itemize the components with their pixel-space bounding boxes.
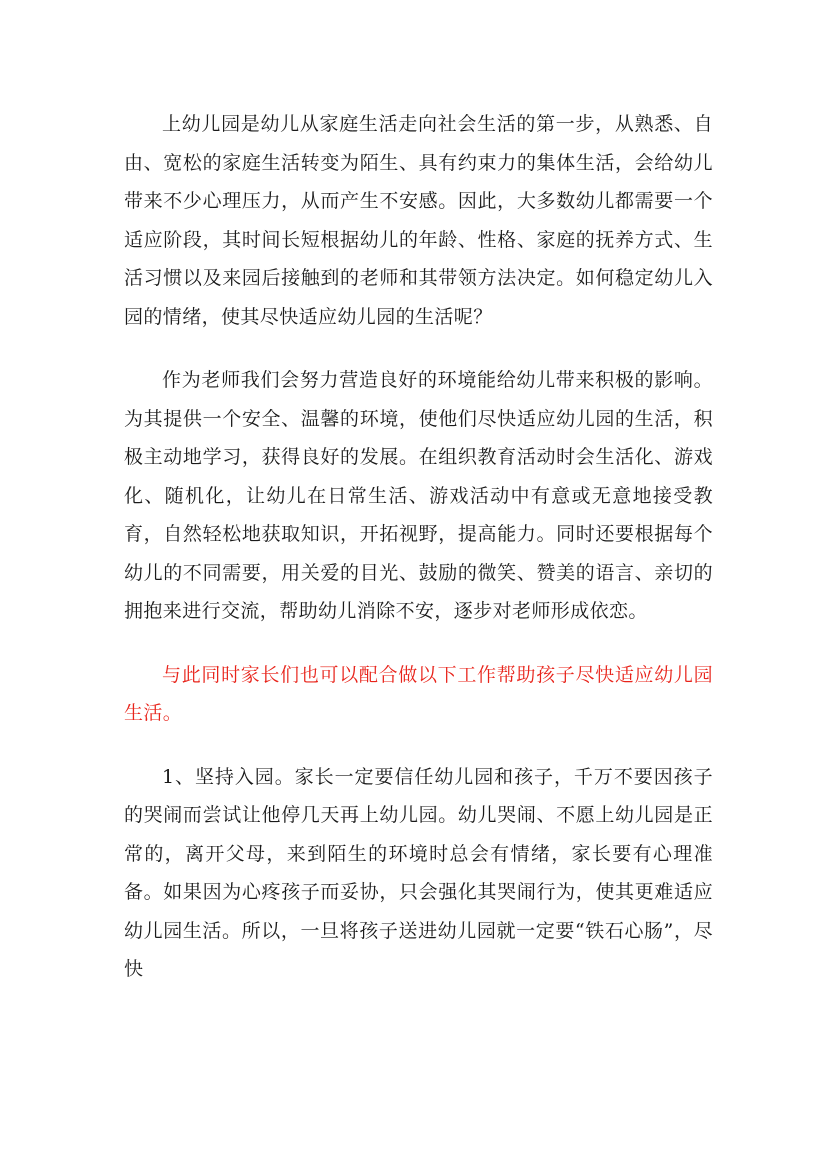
paragraph-intro: 上幼儿园是幼儿从家庭生活走向社会生活的第一步，从熟悉、自由、宽松的家庭生活转变为陌生、具有约束力的集体生活，会给幼儿带来不少心理压力，从而产生不安感。因此，大多数幼儿都需要一个适应阶段，其时间长短根据幼儿的年龄、性格、家庭的抚养方式、生活习惯以及来园后接触到的老师和其带领方法决定。如何稳定幼儿入园的情绪，使其尽快适应幼儿园的生活呢？	[124, 113, 713, 328]
document-body	[124, 105, 713, 989]
paragraph-parent-heading: 与此同时家长们也可以配合做以下工作帮助孩子尽快适应幼儿园生活。	[124, 663, 713, 724]
paragraph-teacher-role: 作为老师我们会努力营造良好的环境能给幼儿带来积极的影响。为其提供一个安全、温馨的环境，使他们尽快适应幼儿园的生活，积极主动地学习，获得良好的发展。在组织教育活动时会生活化、游戏化、随机化，让幼儿在日常生活、游戏活动中有意或无意地接受教育，自然轻松地获取知识，开拓视野，提高能力。同时还要根据每个幼儿的不同需要，用关爱的目光、鼓励的微笑、赞美的语言、亲切的拥抱来进行交流，帮助幼儿消除不安，逐步对老师形成依恋。	[124, 369, 713, 622]
paragraph-item-1: 1、坚持入园。家长一定要信任幼儿园和孩子，千万不要因孩子的哭闹而尝试让他停几天再上幼儿园。幼儿哭闹、不愿上幼儿园是正常的，离开父母，来到陌生的环境时总会有情绪，家长要有心理准备。如果因为心疼孩子而妥协，只会强化其哭闹行为，使其更难适应幼儿园生活。所以，一旦将孩子送进幼儿园就一定要“铁石心肠”，尽快	[124, 765, 713, 980]
